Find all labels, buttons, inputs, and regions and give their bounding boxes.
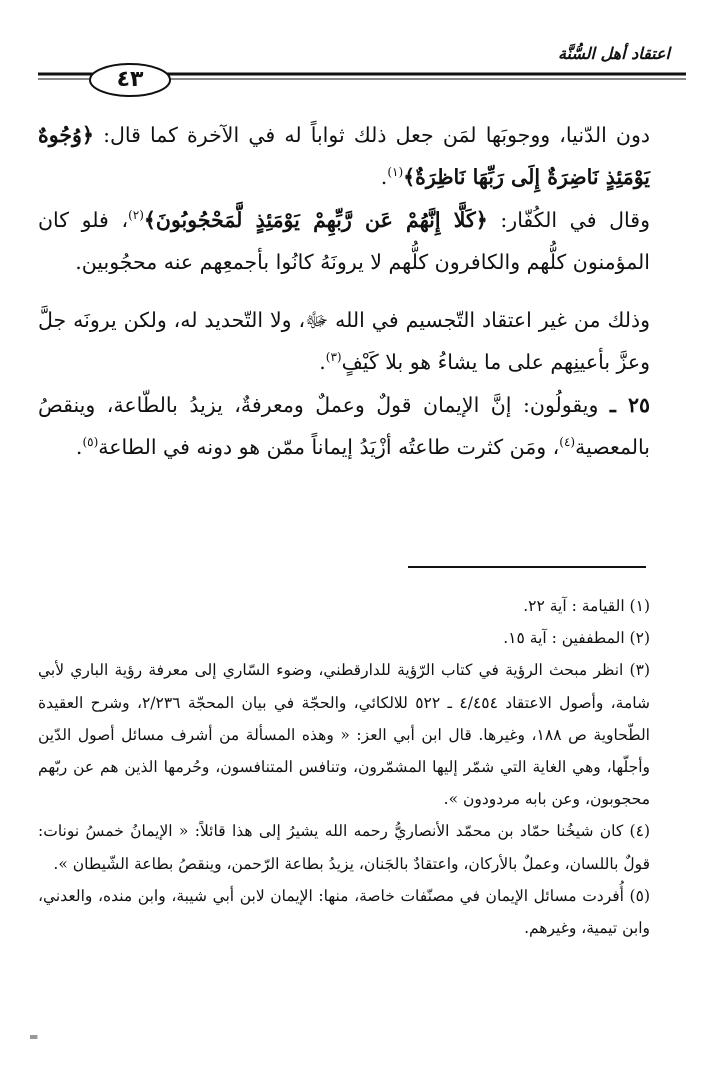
footnote-ref-5: (٥) [82,435,99,450]
footnote-4: (٤) كان شيخُنا حمّاد بن محمّد الأنصاريُّ رحمه الله يشيرُ إلى هذا قائلاً: « الإيمانُ خمسُ نونات: قولٌ باللسان، وعملٌ بالأركان، واعتقادٌ بالجَنان، يزيدُ بطاعة الرّحمن، وينقصُ بطاعة الشّيطان ». [38,822,650,873]
footnote-separator [408,566,646,568]
quote-close-bracket: ﴾ [143,207,156,232]
paragraph-3-text: وذلك من غير اعتقاد التّجسيم في الله ﷻ، ولا التّحديد له، ولكن يرونَه جلَّ وعزَّ بأعينِهم على ما يشاءُ هو بلا كَيْفٍ [38,308,650,375]
paragraph-2 [38,199,650,284]
paragraph-3 [38,299,650,384]
footnotes [38,590,650,944]
footnote-1: (١) القيامة : آية ٢٢. [523,597,650,615]
scan-mark: ═ [30,1030,38,1044]
page-number: ٤٣ [116,67,144,92]
paragraph-4 [38,384,650,469]
paragraph-4-text: ويقولُون: إنَّ الإيمان قولٌ وعملٌ ومعرفةٌ، يزيدُ بالطّاعة، وينقصُ بالمعصية [38,392,650,460]
footnote-5: (٥) أُفردت مسائل الإيمان في مصنّفات خاصة، منها: الإيمان لابن أبي شيبة، وابن منده، والعدني، وابن تيمية، وغيرهم. [38,886,650,938]
footnote-ref-2: (٢) [128,207,144,222]
footnote-3: (٣) انظر مبحث الرؤية في كتاب الرّؤية للدارقطني، وضوء السّاري إلى معرفة رؤية الباري لأبي شامة، وأصول الاعتقاد ٤/٤٥٤ ـ ٥٢٢ للالكائي، والحجّة في بيان المحجّة ٢/٢٣٦، وشرح العقيدة الطّحاوية ص ١٨٨، وغيرها. قال ابن أبي العز: « وهذه المسألة من أشرف مسائل أصول الدّين وأجلّها، وهي الغاية التي شمّر إليها المشمّرون، وتنافس المتنافسون، وحُرمها الذين هم عن ربّهم محجوبون، وعن بابه مردودون ». [38,661,650,809]
paragraph-2-continuation: ، فلو كان المؤمنون كلُّهم والكافرون كلُّهم لا يرونَهُ كانُوا بأجمعِهم عنه محجُوبين. [38,207,650,274]
paragraph-4-end: . [75,435,83,460]
paragraph-4-text-2: ، ومَن كثرت طاعتُه أزْيَدُ إيماناً ممّن هو دونه في الطاعة [98,435,560,460]
paragraph-1 [38,114,650,199]
quote-close-bracket: ﴾ [403,165,416,190]
paragraph-1-end: . [380,165,388,190]
paragraph-3-end: . [319,350,326,375]
paragraph-2-text: وقال في الكُفّار: [487,207,650,232]
quote-open-bracket: ﴿ [81,123,94,147]
footnote-ref-1: (١) [387,165,404,180]
footnote-ref-3: (٣) [325,350,342,365]
quote-open-bracket: ﴿ [475,207,488,232]
quran-verse-2: كَلَّا إِنَّهُمْ عَن رَّبِّهِمْ يَوْمَئِذٍ لَّمَحْجُوبُونَ [155,207,476,232]
footnote-ref-4: (٤) [559,435,576,450]
main-text [38,114,650,468]
section-number: ٢٥ ـ [609,392,650,417]
paragraph-1-text: دون الدّنيا، ووجوبَها لمَن جعل ذلك ثواباً له في الآخرة كما قال: [93,123,650,147]
quran-verse-1: وُجُوهٌ يَوْمَئِذٍ نَاضِرَةٌ إِلَى رَبِّهَا نَاظِرَةٌ [38,123,650,190]
running-title: اعتقاد أهل السُّنَّة [557,44,670,63]
footnote-2: (٢) المطففين : آية ١٥. [503,629,650,648]
